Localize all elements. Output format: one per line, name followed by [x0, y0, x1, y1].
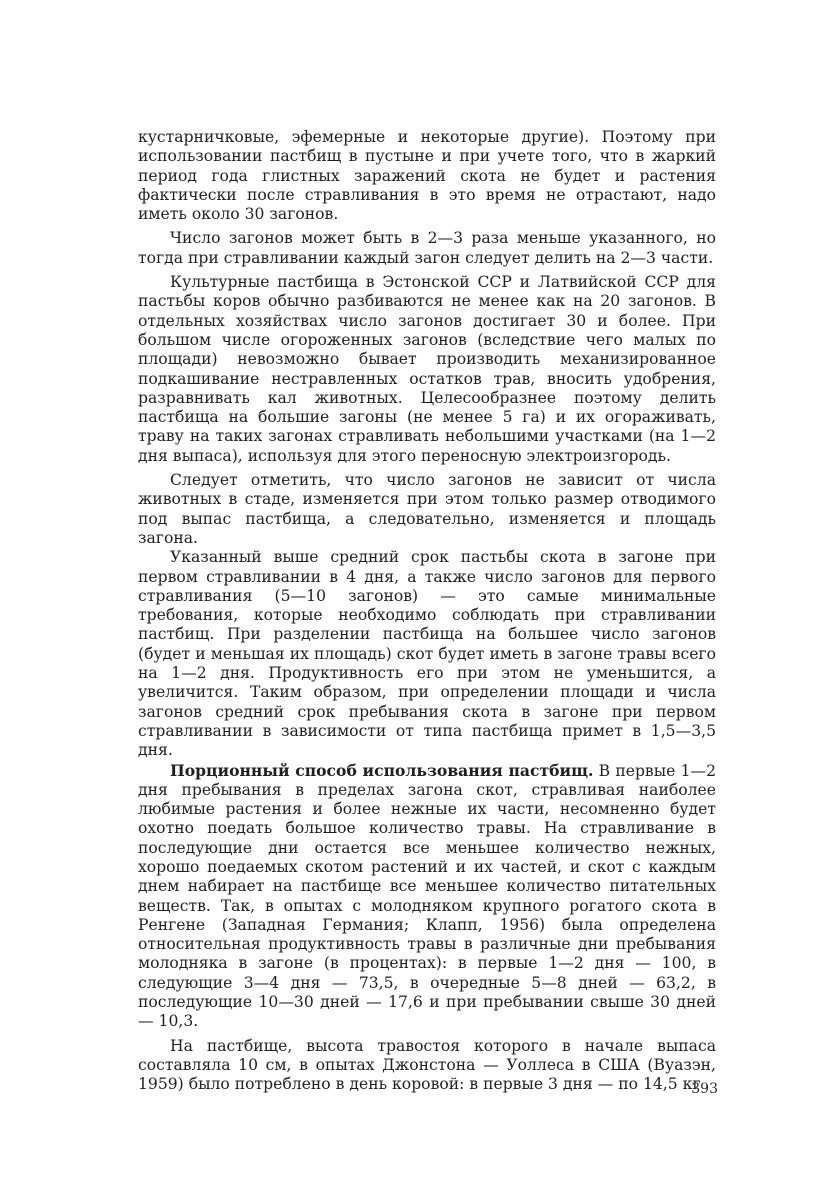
paragraph-4: Следует отметить, что число загонов не зависит от числа животных в стаде, изменяется при этом только размер отводимого под выпас пастбища, а следовательно, изменяется и площадь загона. — [138, 471, 716, 547]
body-text — [138, 128, 716, 1095]
paragraph-5: Указанный выше средний срок пастьбы скота в загоне при первом стравливании в 4 дня, а также число загонов для первого стравливания (5—10 загонов) — это самые минимальные требования, которые необходимо соблюдать при стравливании пастбищ. При разделении пастбища на большее число загонов (будет и меньшая их площадь) скот будет иметь в загоне травы всего на 1—2 дня. Продуктивность его при этом не уменьшится, а увеличится. Таким образом, при определении площади и числа загонов средний срок пребывания скота в загоне при первом стравливании в зависимости от типа пастбища примет в 1,5—3,5 дня. — [138, 548, 716, 760]
page-number: 393 — [691, 1081, 718, 1097]
paragraph-6-body: В первые 1—2 дня пребывания в пределах загона скот, стравливая наиболее любимые растения и более нежные их части, несомненно будет охотно поедать большое количество травы. На стравливание в последующие дни остается все меньшее количество нежных, хорошо поедаемых скотом растений и их частей, и скот с каждым днем набирает на пастбище все меньшее количество питательных веществ. Так, в опытах с молодняком крупного рогатого скота в Ренгене (Западная Германия; Клапп, 1956) была определена относительная продуктивность травы в различные дни пребывания молодняка в загоне (в процентах): в первые 1—2 дня — 100, в следующие 3—4 дня — 73,5, в очередные 5—8 дней — 63,2, в последующие 10—30 дней — 17,6 и при пребывании свыше 30 дней — 10,3. — [138, 761, 716, 1031]
run-in-heading: Порционный способ использования пастбищ. — [170, 760, 594, 780]
paragraph-1: кустарничковые, эфемерные и некоторые другие). Поэтому при использовании пастбищ в пустыне и при учете того, что в жаркий период года глистных заражений скота не будет и растения фактически после стравливания в это время не отрастают, надо иметь около 30 загонов. — [138, 128, 716, 224]
paragraph-3: Культурные пастбища в Эстонской ССР и Латвийской ССР для пастьбы коров обычно разбиваются не менее как на 20 загонов. В отдельных хозяйствах число загонов достигает 30 и более. При большом числе огороженных загонов (вследствие чего малых по площади) невозможно бывает производить механизированное подкашивание нестравленных остатков трав, вносить удобрения, разравнивать кал животных. Целесообразнее поэтому делить пастбища на большие загоны (не менее 5 га) и их огораживать, траву на таких загонах стравливать небольшими участками (на 1—2 дня выпаса), используя для этого переносную электроизгородь. — [138, 273, 716, 465]
paragraph-7: На пастбище, высота травостоя которого в начале выпаса составляла 10 см, в опытах Джонстона — Уоллеса в США (Вуазэн, 1959) было потреблено в день коровой: в первые 3 дня — по 14,5 кг — [138, 1036, 716, 1094]
paragraph-2: Число загонов может быть в 2—3 раза меньше указанного, но тогда при стравливании каждый загон следует делить на 2—3 части. — [138, 229, 716, 267]
paragraph-6 — [138, 761, 716, 1032]
